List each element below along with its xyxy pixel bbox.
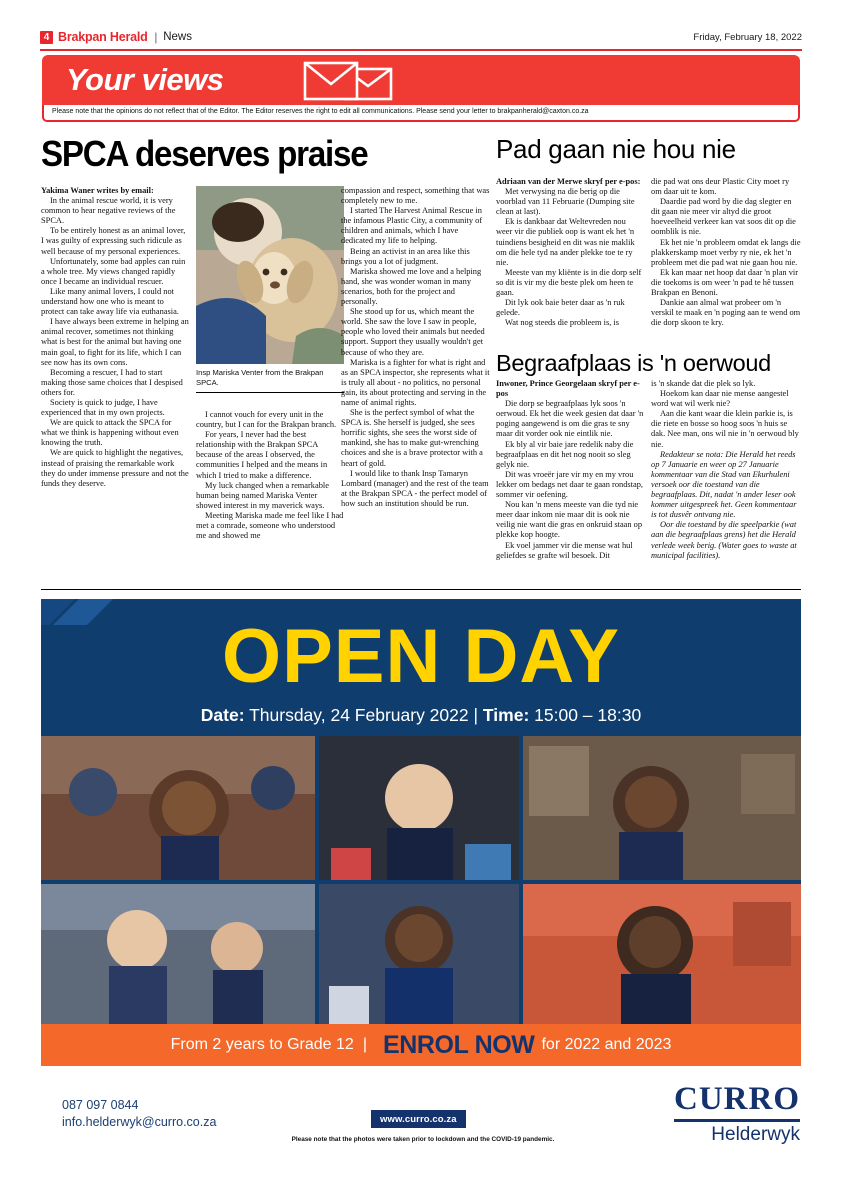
covid-note: Please note that the photos were taken prior to lockdown and the COVID-19 pandemic.: [291, 1136, 555, 1143]
time-value: 15:00 – 18:30: [534, 705, 642, 725]
advert-title: OPEN DAY: [222, 614, 620, 699]
paragraph: Dankie aan almal wat probeer om 'n verskil te maak en 'n poging aan te wend om die dorp skoon te kry.: [651, 298, 801, 328]
contact-details: [62, 1097, 216, 1131]
paragraph: Met verwysing na die berig op die voorblad van 11 Februarie (Dumping site clean at last).: [496, 187, 635, 217]
paragraph: Becoming a rescuer, I had to start making those same choices that I despised others for.: [41, 367, 183, 397]
section-name: News: [163, 31, 192, 43]
page-number-badge: 4: [40, 31, 53, 44]
issue-date: Friday, February 18, 2022: [693, 31, 802, 43]
masthead-divider: |: [154, 29, 158, 44]
your-views-banner: [42, 55, 800, 105]
masthead-rule: [40, 49, 802, 51]
advert-photo-grid: [41, 736, 801, 1024]
caption-rule: [196, 392, 344, 393]
paragraph: She stood up for us, which meant the world. She saw the love I saw in people, people who loved their animals but needed support. Support they usually wouldn't get because of who they are.: [341, 307, 485, 357]
paragraph: die pad wat ons deur Plastic City moet ry om daar uit te kom.: [651, 177, 790, 197]
paragraph: Nou kan 'n mens meeste van die tyd nie meer daar inkom nie maar dit is ook nie veilig nie want die gras en onkruid staan op plekke kop hoogte.: [496, 500, 643, 540]
website-url[interactable]: www.curro.co.za: [371, 1110, 466, 1128]
headline-pad: Pad gaan nie hou nie: [496, 134, 736, 164]
editor-note: Redakteur se nota: Die Herald het reeds op 7 Januarie en weer op 27 Januarie kommentaar van die Stad van Ekurhuleni versoek oor die toestand van die begraafplaas. Dit, nadat 'n ander leser ook kommer uitgespreek het. Geen kommentaar is tot dusvêr ontvang nie.: [651, 449, 797, 520]
photo-caption: Insp Mariska Venter from the Brakpan SPCA.: [196, 368, 324, 387]
article-column-3: [341, 186, 491, 509]
advert-datetime: [41, 705, 801, 726]
curro-open-day-advert[interactable]: [41, 599, 801, 1066]
paragraph: Ek bly al vir baie jare redelik naby die begraafplaas en dit het nog nooit so sleg gelyk nie.: [496, 439, 634, 469]
paragraph: We are quick to highlight the negatives, instead of praising the remarkable work they do under immense pressure and not the funds they deserve.: [41, 448, 189, 488]
paragraph: Daardie pad word by die dag slegter en dit gaan nie meer vir altyd die groot hoeveelheid verkeer kan vat soos dit op die oomblik is nie.: [651, 197, 796, 237]
paragraph: Aan die kant waar die klein parkie is, is die riete en bosse so hoog soos 'n huis se dak. Nee man, ons wil nie in 'n oerwoud bly nie.: [651, 409, 799, 449]
paragraph: Society is quick to judge, I have experienced that in my own projects.: [41, 397, 165, 418]
article-column-5: [651, 177, 801, 328]
datetime-separator: |: [473, 705, 479, 725]
paragraph: Ek het nie 'n probleem omdat ek langs die plakkerskamp moet verby ry nie, ek het 'n probleem met die pad wat nie gaan hou nie.: [651, 237, 801, 267]
paragraph: Ek kan maar net hoop dat daar 'n plan vir die toekoms is om weer 'n pad te hê tussen Brakpan en Benoni.: [651, 267, 799, 298]
byline-pad: Adriaan van der Merwe skryf per e-pos:: [496, 177, 641, 186]
phone-number[interactable]: 087 097 0844: [62, 1098, 139, 1112]
article-column-1: [41, 186, 189, 489]
byline-spca: Yakima Waner writes by email:: [41, 186, 154, 195]
paragraph: Being an activist in an area like this brings you a lot of judgment.: [341, 246, 470, 266]
paragraph: I have always been extreme in helping an animal recover, sometimes not thinking what is best for the animal but having one main goal, to fight for its life, which I can see now has its own cons.: [41, 317, 189, 367]
article-photo: [196, 186, 344, 364]
enrol-now-cta[interactable]: ENROL NOW: [382, 1030, 535, 1059]
paragraph: Meeting Mariska made me feel like I had met a comrade, someone who understood me and showed me: [196, 510, 344, 541]
editor-disclaimer: Please note that the opinions do not reflect that of the Editor. The Editor reserves the right to edit all communications. Please send your letter to brakpanherald@caxton.co.za: [52, 108, 589, 115]
paragraph: My luck changed when a remarkable human being named Mariska Venter showed interest in my maverick ways.: [196, 480, 329, 510]
paragraph: We are quick to attack the SPCA for what we think is happening without even knowing the truth.: [41, 418, 179, 448]
paragraph: Ek voel jammer vir die mense wat hul geliefdes se grafte wil besoek. Dit: [496, 540, 633, 560]
paragraph: I started The Harvest Animal Rescue in the infamous Plastic City, a community of children and animals, which I have dedicated my life to helping.: [341, 206, 483, 246]
time-label: Time:: [482, 705, 530, 725]
enrol-separator: |: [362, 1036, 367, 1053]
section-rule: [41, 589, 801, 590]
paragraph: Ek is dankbaar dat Weltevreden nou weer vir die publiek oop is want ek het 'n tuindiens besigheid en dit was nie maklik om die hele tyd na ander plekke toe te ry nie.: [496, 217, 635, 267]
masthead: [40, 26, 802, 48]
article-column-4b: [496, 379, 644, 561]
paragraph: In the animal rescue world, it is very common to hear negative reviews of the SPCA.: [41, 196, 176, 226]
curro-logo: [674, 1082, 800, 1146]
paragraph: To be entirely honest as an animal lover, I was guilty of expressing such ridicule as well because of my personal experiences.: [41, 226, 186, 256]
enrol-suffix: for 2022 and 2023: [541, 1036, 672, 1053]
paragraph: Hoekom kan daar nie mense aangestel word wat wil werk nie?: [651, 389, 789, 409]
paragraph: Die dorp se begraafplaas lyk soos 'n oerwoud. Ek het die week gesien dat daar 'n poging aangewend is om die gras te sny maar dit vorder ook nie eintlik nie.: [496, 399, 644, 439]
paragraph: Mariska showed me love and a helping hand, she was wonder woman in many scenarios, both for the project and personally.: [341, 266, 482, 307]
curro-logo-rule: [674, 1119, 800, 1122]
editor-note: Oor die toestand by die speelparkie (wat aan die begraafplaas grens) het die Herald verlede week berig. (Water goes to waste at municipal facilities).: [651, 520, 797, 560]
date-value: Thursday, 24 February 2022: [249, 705, 469, 725]
headline-begraafplaas: Begraafplaas is 'n oerwoud: [496, 350, 771, 376]
paragraph: I cannot vouch for every unit in the country, but I can for the Brakpan branch.: [196, 410, 337, 430]
article-column-2: [196, 410, 344, 541]
paragraph: Like many animal lovers, I could not understand how one who is meant to protect can take away life via euthanasia.: [41, 286, 179, 317]
curro-logo-campus: Helderwyk: [711, 1124, 800, 1145]
paragraph: Meeste van my kliënte is in die dorp self so dit is vir my die beste plek om heen te gaan.: [496, 267, 642, 298]
paragraph: Unfortunately, some bad apples can ruin a whole tree. My views changed rapidly once I became an individual rescuer.: [41, 256, 186, 286]
article-column-5b: [651, 379, 801, 561]
paragraph: She is the perfect symbol of what the SPCA is. She herself is judged, she sees horrific sights, she sees the worst side of mankind, she has to make gut-wrenching choices and she is a brave protector with a heart of gold.: [341, 408, 483, 468]
publication-name: Brakpan Herald: [58, 30, 148, 44]
paragraph: Dit was vroeër jare vir my en my vrou lekker om bedags net daar te gaan rondstap, sommer vir oefening.: [496, 469, 643, 500]
paragraph: For years, I never had the best relationship with the Brakpan SPCA because of the areas I observed, the communities I helped and the means in which I tried to make a difference.: [196, 430, 328, 480]
paragraph: I would like to thank Insp Tamaryn Lombard (manager) and the rest of the team at the Brakpan SPCA - the perfect model of how such an institution should be run.: [341, 468, 489, 508]
headline-spca: SPCA deserves praise: [41, 133, 368, 174]
date-label: Date:: [200, 705, 245, 725]
paragraph: Wat nog steeds die probleem is, is: [505, 318, 619, 328]
paragraph: compassion and respect, something that was completely new to me.: [341, 186, 490, 206]
paragraph: is 'n skande dat die plek so lyk.: [651, 379, 756, 388]
article-column-4: [496, 177, 644, 328]
paragraph: Mariska is a fighter for what is right and as an SPCA inspector, she represents what it is truly all about - no politics, no personal gain, its about protecting and serving in the name of animal rights.: [341, 357, 490, 407]
email-address[interactable]: info.helderwyk@curro.co.za: [62, 1115, 217, 1129]
enrol-prefix: From 2 years to Grade 12: [170, 1036, 354, 1053]
byline-begraafplaas: Inwoner, Prince Georgelaan skryf per e-pos: [496, 379, 640, 399]
curro-logo-word: CURRO: [674, 1081, 800, 1117]
envelope-icon: [297, 59, 402, 110]
paragraph: Dit lyk ook baie beter daar as 'n ruk gelede.: [496, 298, 625, 318]
your-views-title: Your views: [66, 62, 224, 97]
enrol-now-bar[interactable]: [41, 1024, 801, 1066]
